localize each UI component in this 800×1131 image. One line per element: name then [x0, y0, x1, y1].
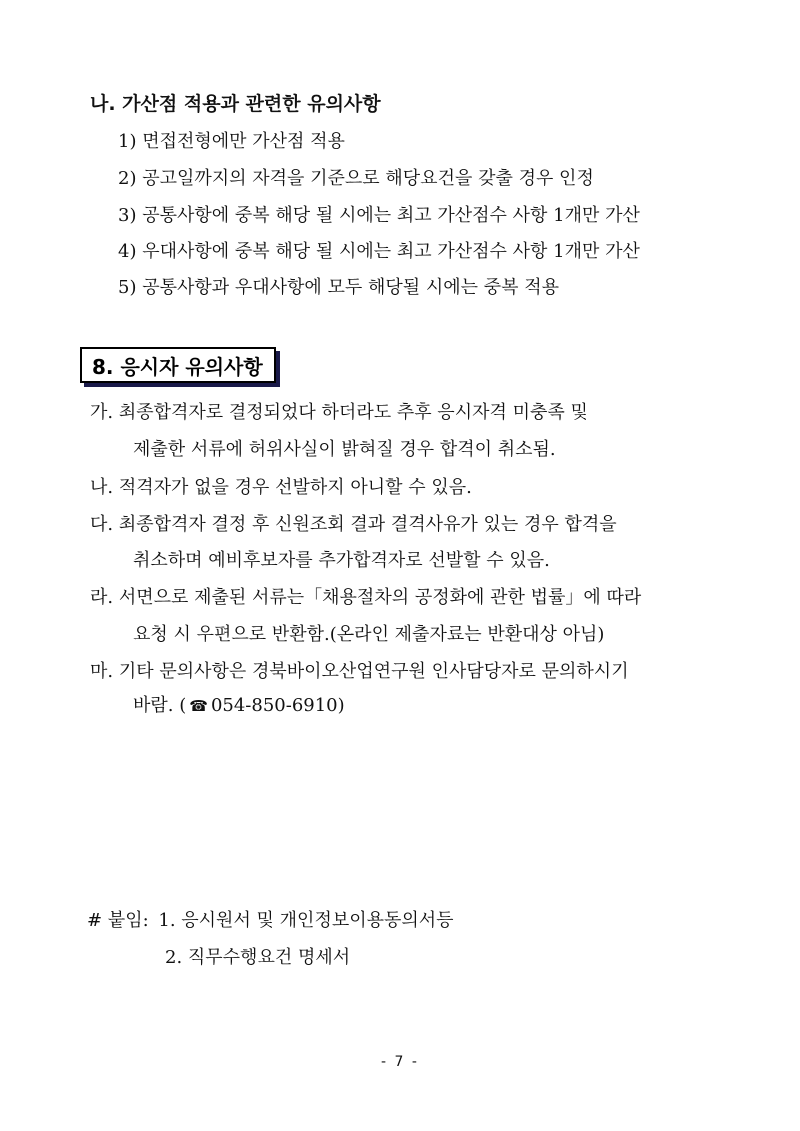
contact-prefix: 바람. (	[133, 695, 187, 716]
section-8-item-ma-line1: 마. 기타 문의사항은 경북바이오산업연구원 인사담당자로 문의하시기	[90, 661, 629, 682]
section-8-item-ma-line2	[133, 693, 345, 719]
telephone-icon: ☎	[189, 697, 208, 715]
section-na-item-5: 5) 공통사항과 우대사항에 모두 해당될 시에는 중복 적용	[118, 277, 560, 298]
section-8-item-da-line2: 취소하며 예비후보자를 추가합격자로 선발할 수 있음.	[133, 550, 550, 571]
section-na-heading: 나. 가산점 적용과 관련한 유의사항	[90, 93, 381, 115]
section-na-item-1: 1) 면접전형에만 가산점 적용	[118, 131, 345, 152]
page-number: - 7 -	[381, 1054, 419, 1070]
attachments-line-1	[87, 908, 454, 934]
section-na-item-2: 2) 공고일까지의 자격을 기준으로 해당요건을 갖출 경우 인정	[118, 168, 594, 189]
attachments-label: # 붙임:	[87, 910, 149, 931]
attachment-item-1: 1. 응시원서 및 개인정보이용동의서등	[158, 910, 454, 931]
section-8-item-da-line1: 다. 최종합격자 결정 후 신원조회 결과 결격사유가 있는 경우 합격을	[90, 514, 617, 535]
section-8-item-na-line1: 나. 적격자가 없을 경우 선발하지 아니할 수 있음.	[90, 477, 472, 498]
section-na-item-3: 3) 공통사항에 중복 해당 될 시에는 최고 가산점수 사항 1개만 가산	[118, 205, 640, 226]
section-8-item-ga-line2: 제출한 서류에 허위사실이 밝혀질 경우 합격이 취소됨.	[133, 439, 556, 460]
contact-phone-number: 054-850-6910	[210, 695, 338, 716]
section-8-header-box	[80, 347, 276, 383]
contact-suffix: )	[337, 695, 345, 716]
section-na-item-4: 4) 우대사항에 중복 해당 될 시에는 최고 가산점수 사항 1개만 가산	[118, 241, 640, 262]
section-8-item-ga-line1: 가. 최종합격자로 결정되었다 하더라도 추후 응시자격 미충족 및	[90, 402, 588, 423]
attachment-item-2: 2. 직무수행요건 명세서	[165, 947, 351, 968]
section-8-title: 8. 응시자 유의사항	[92, 354, 263, 379]
section-8-item-ra-line1: 라. 서면으로 제출된 서류는「채용절차의 공정화에 관한 법률」에 따라	[90, 587, 642, 608]
section-8-item-ra-line2: 요청 시 우편으로 반환함.(온라인 제출자료는 반환대상 아님)	[133, 624, 605, 645]
